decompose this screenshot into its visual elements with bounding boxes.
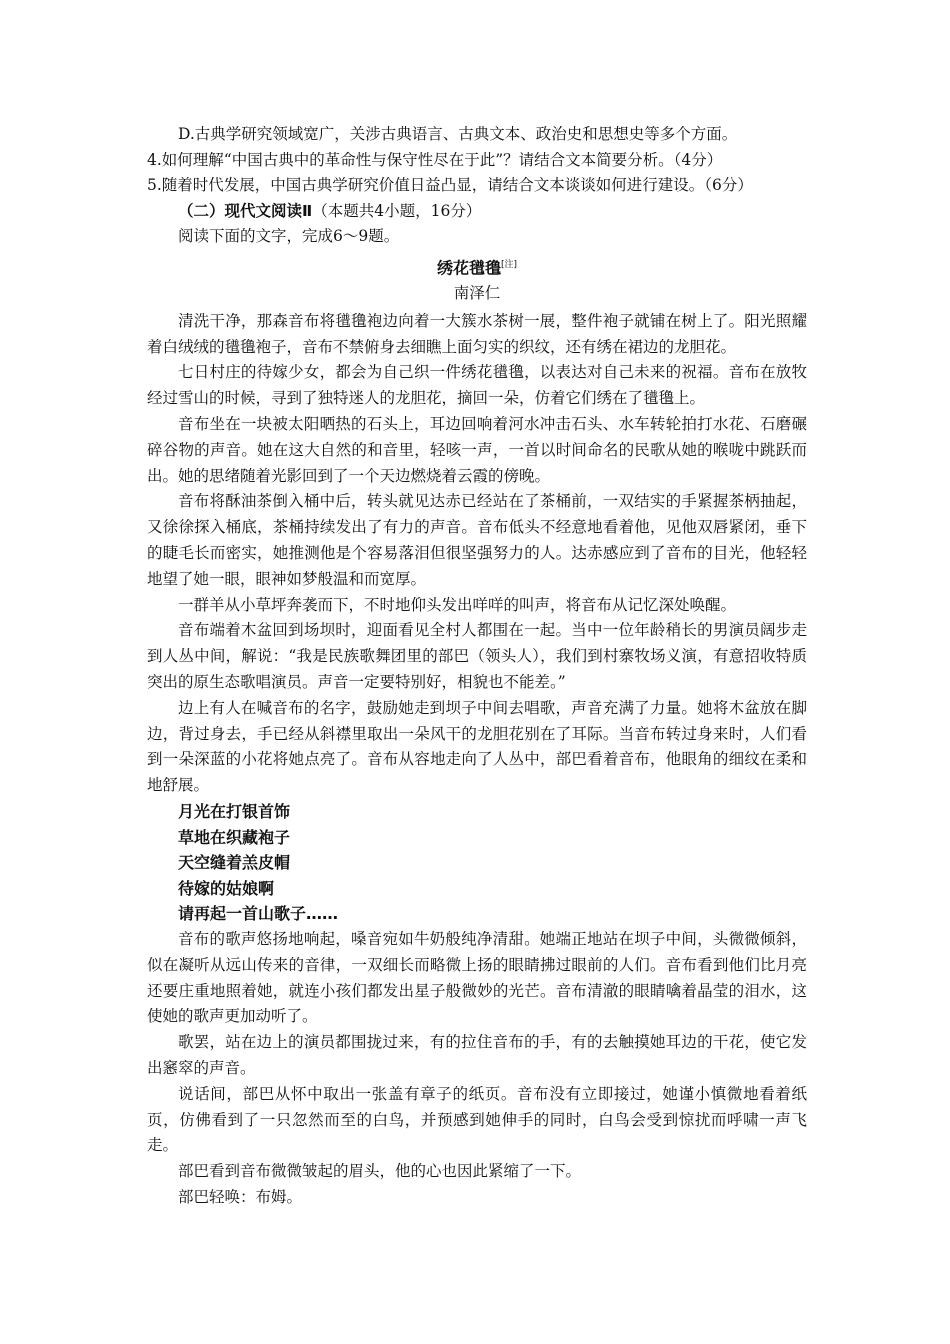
section-heading-info: （本题共4小题，16分） (312, 201, 482, 220)
paragraph: 音布的歌声悠扬地响起，嗓音宛如牛奶般纯净清甜。她端正地站在坝子中间，头微微倾斜，似在凝听从远山传来的音律，一双细长而略微上扬的眼睛拂过眼前的人们。音布看到他们比月亮还要庄重地照着她，就连小孩们都发出星子般微妙的光芒。音布清澈的眼睛噙着晶莹的泪水，这使她的歌声更加动听了。 (147, 929, 807, 1026)
paragraph: 说话间，部巴从怀中取出一张盖有章子的纸页。音布没有立即接过，她谨小慎微地看着纸页，仿佛看到了一只忽然而至的白鸟，并预感到她伸手的同时，白鸟会受到惊扰而呼啸一声飞走。 (147, 1084, 807, 1155)
question-5: 5.随着时代发展，中国古典学研究价值日益凸显，请结合文本谈谈如何进行建设。（6分） (147, 176, 753, 194)
reading-instruction: 阅读下面的文字，完成6～9题。 (178, 227, 400, 245)
poem-line: 草地在织藏袍子 (178, 827, 291, 847)
poem-line: 待嫁的姑娘啊 (178, 878, 275, 898)
section-heading-title: （二）现代文阅读Ⅱ (178, 201, 313, 220)
paragraph: 音布将酥油茶倒入桶中后，转头就见达赤已经站在了茶桶前，一双结实的手紧握茶柄抽起，又徐徐探入桶底，茶桶持续发出了有力的声音。音布低头不经意地看着他，见他双唇紧闭，垂下的睫毛长而密实，她推测他是个容易落泪但很坚强努力的人。达赤感应到了音布的目光，他轻轻地望了她一眼，眼神如梦般温和而宽厚。 (147, 492, 807, 588)
option-d: D.古典学研究领域宽广，关涉古典语言、古典文本、政治史和思想史等多个方面。 (178, 125, 738, 143)
article-title-text: 绣花氆氇 (436, 257, 501, 277)
question-4: 4.如何理解“中国古典中的革命性与保守性尽在于此”？请结合文本简要分析。（4分） (147, 150, 723, 169)
poem-line: 请再起一首山歌子…… (178, 904, 339, 924)
paragraph: 部巴轻唤：布姆。 (178, 1187, 303, 1206)
article-title (147, 252, 807, 281)
section-heading (147, 199, 807, 225)
poem-line: 月光在打银首饰 (178, 801, 291, 821)
exam-page (147, 122, 807, 1211)
paragraph: 七日村庄的待嫁少女，都会为自己织一件绣花氆氇，以表达对自己未来的祝福。音布在放牧经过雪山的时候，寻到了独特迷人的龙胆花，摘回一朵，仿着它们绣在了氆氇上。 (147, 363, 807, 408)
paragraph: 清洗干净，那森音布将氆氇袍边向着一大簇水茶树一展，整件袍子就铺在树上了。阳光照耀着白绒绒的氆氇袍子，音布不禁俯身去细瞧上面匀实的织纹，还有绣在裙边的龙胆花。 (147, 311, 807, 356)
article-author: 南泽仁 (453, 283, 501, 302)
paragraph: 歌罢，站在边上的演员都围拢过来，有的拉住音布的手，有的去触摸她耳边的干花，使它发出窸窣的声音。 (147, 1033, 807, 1077)
note-marker: [注] (500, 259, 518, 270)
paragraph: 音布坐在一块被太阳晒热的石头上，耳边回响着河水冲击石头、水车转轮拍打水花、石磨碾碎谷物的声音。她在这大自然的和音里，轻咳一声，一首以时间命名的民歌从她的喉咙中跳跃而出。她的思绪随着光影回到了一个天边燃烧着云霞的傍晚。 (147, 415, 807, 485)
paragraph: 边上有人在喊音布的名字，鼓励她走到坝子中间去唱歌，声音充满了力量。她将木盆放在脚边，背过身去，手已经从斜襟里取出一朵风干的龙胆花别在了耳际。当音布转过身来时，人们看到一朵深蓝的小花将她点亮了。音布从容地走向了人丛中，部巴看着音布，他眼角的细纹在柔和地舒展。 (147, 698, 807, 795)
paragraph: 一群羊从小草坪奔袭而下，不时地仰头发出咩咩的叫声，将音布从记忆深处唤醒。 (178, 595, 737, 614)
paragraph: 音布端着木盆回到场坝时，迎面看见全村人都围在一起。当中一位年龄稍长的男演员阔步走到人丛中间，解说：“我是民族歌舞团里的部巴（领头人），我们到村寨牧场义演，有意招收特质突出的原生态歌唱演员。声音一定要特别好，相貌也不能差。” (147, 621, 807, 691)
paragraph: 部巴看到音布微微皱起的眉头，他的心也因此紧缩了一下。 (178, 1162, 582, 1181)
poem-line: 天空缝着羔皮帽 (178, 853, 291, 873)
